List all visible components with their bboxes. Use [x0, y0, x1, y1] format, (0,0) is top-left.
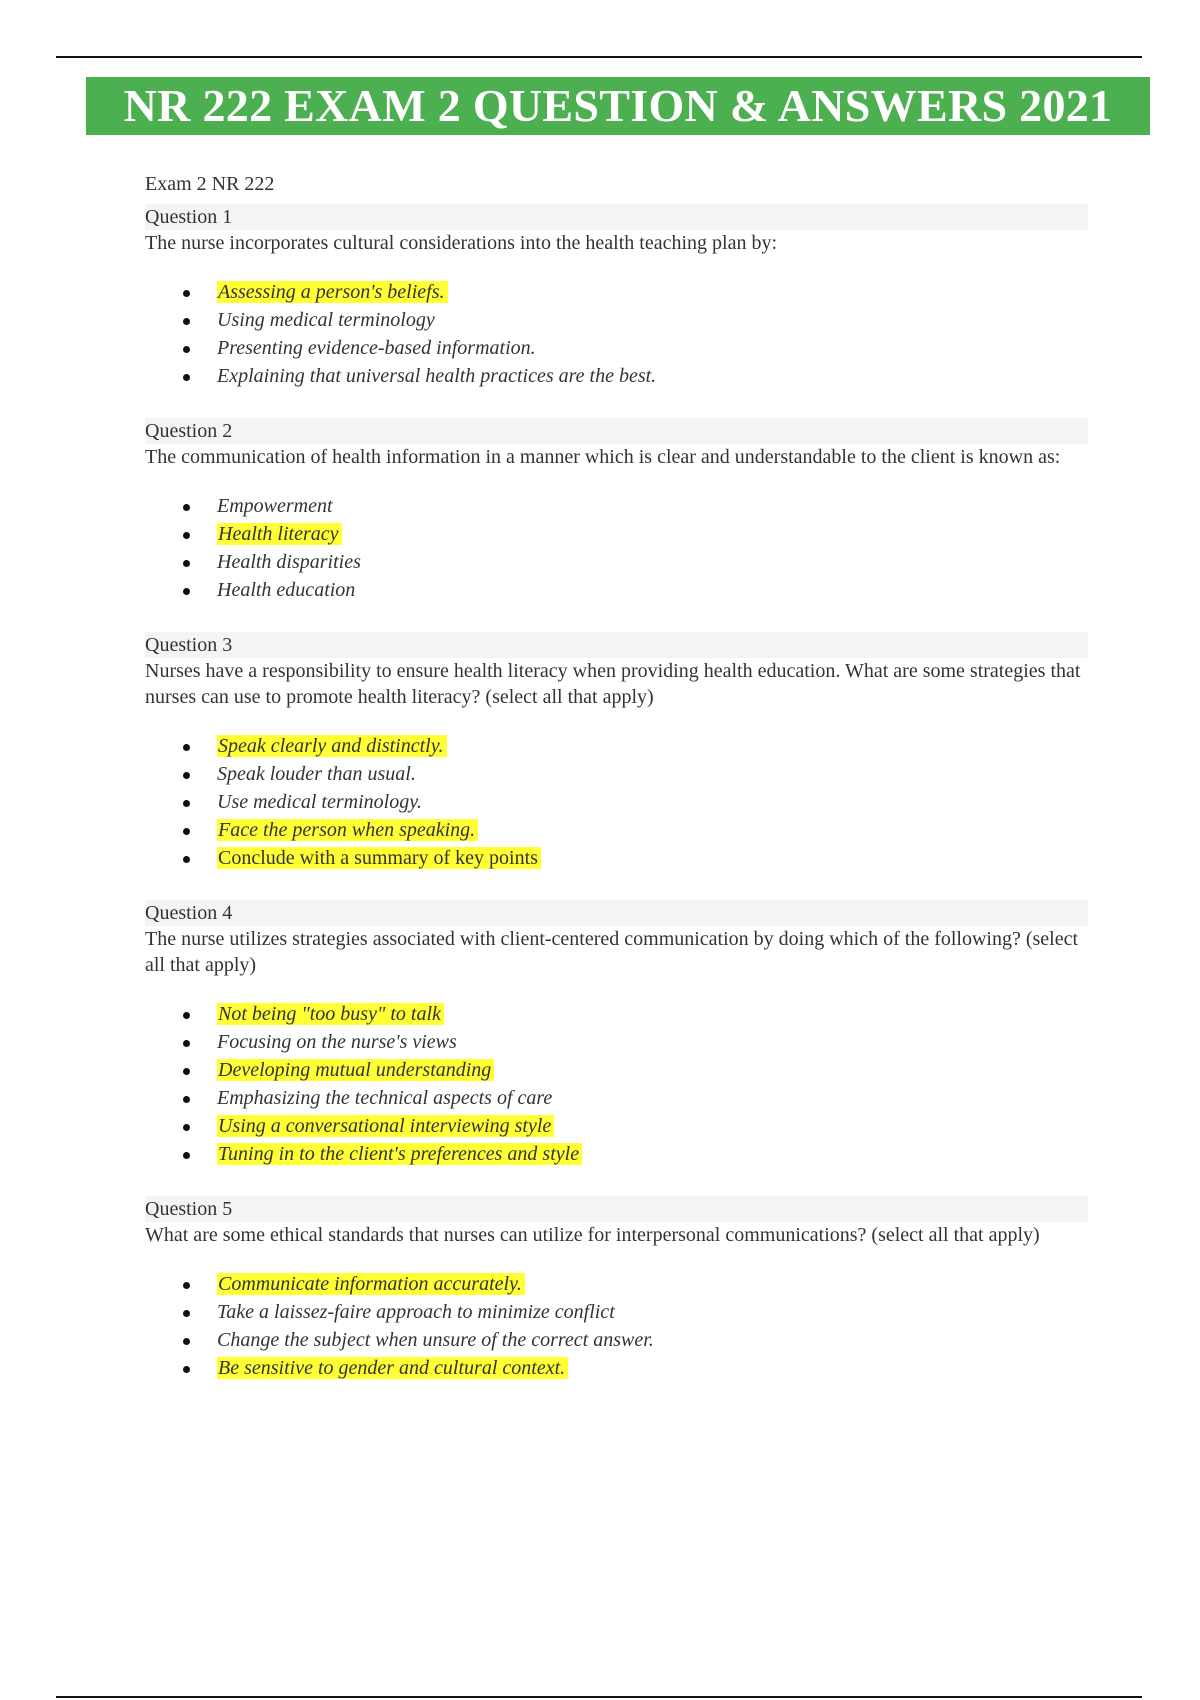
answer-option	[217, 520, 1088, 548]
question-text: The nurse utilizes strategies associated with client-centered communication by doing which of the following? (select all that apply)	[145, 928, 1079, 976]
answer-text: Emphasizing the technical aspects of care	[217, 1087, 553, 1109]
question-text: Nurses have a responsibility to ensure health literacy when providing health education. What are some strategies that nurses can use to promote health literacy? (select all that apply)	[145, 660, 1081, 708]
answer-text-highlighted: Speak clearly and distinctly.	[217, 735, 447, 757]
answer-text: Focusing on the nurse's views	[217, 1031, 457, 1053]
answer-option	[217, 306, 1088, 334]
answer-text: Health education	[217, 579, 356, 601]
answer-list	[145, 732, 1088, 872]
answer-option	[217, 788, 1088, 816]
question-label: Question 5	[145, 1196, 1088, 1222]
answer-text-highlighted: Assessing a person's beliefs.	[217, 281, 448, 303]
question-label: Question 4	[145, 900, 1088, 926]
bottom-rule	[56, 1696, 1142, 1698]
answer-text-highlighted: Not being "too busy" to talk	[217, 1003, 444, 1025]
answer-option	[217, 548, 1088, 576]
answer-option	[217, 278, 1088, 306]
answer-option	[217, 1056, 1088, 1084]
answer-option	[217, 732, 1088, 760]
answer-option	[217, 1354, 1088, 1382]
answer-text: Use medical terminology.	[217, 791, 422, 813]
answer-text-highlighted: Tuning in to the client's preferences and style	[217, 1143, 582, 1165]
answer-text-highlighted: Health literacy	[217, 523, 342, 545]
answer-option	[217, 816, 1088, 844]
answer-option	[217, 492, 1088, 520]
question-text: What are some ethical standards that nurses can utilize for interpersonal communications? (select all that apply)	[145, 1224, 1040, 1246]
answer-text-highlighted: Communicate information accurately.	[217, 1273, 525, 1295]
answer-text-highlighted: Face the person when speaking.	[217, 819, 478, 841]
answer-text: Empowerment	[217, 495, 333, 517]
answer-text: Health disparities	[217, 551, 361, 573]
answer-option	[217, 1140, 1088, 1168]
title-banner	[86, 77, 1150, 135]
answer-text-highlighted: Be sensitive to gender and cultural context.	[217, 1357, 568, 1379]
answer-option	[217, 760, 1088, 788]
answer-text: Take a laissez-faire approach to minimize conflict	[217, 1301, 615, 1323]
answer-option	[217, 844, 1088, 872]
answer-option	[217, 1270, 1088, 1298]
answer-option	[217, 1084, 1088, 1112]
question-label: Question 3	[145, 632, 1088, 658]
document-body	[145, 170, 1088, 1382]
answer-option	[217, 1298, 1088, 1326]
document-title: NR 222 EXAM 2 QUESTION & ANSWERS 2021	[123, 80, 1113, 131]
answer-text-highlighted: Developing mutual understanding	[217, 1059, 494, 1081]
answer-text: Speak louder than usual.	[217, 763, 416, 785]
question-label: Question 1	[145, 204, 1088, 230]
answer-option	[217, 362, 1088, 390]
question-1	[145, 204, 1088, 390]
question-text: The communication of health information in a manner which is clear and understandable to the client is known as:	[145, 446, 1061, 468]
answer-text: Presenting evidence-based information.	[217, 337, 536, 359]
top-rule	[56, 56, 1142, 58]
answer-option	[217, 1028, 1088, 1056]
answer-list	[145, 492, 1088, 604]
answer-list	[145, 1000, 1088, 1168]
question-4	[145, 900, 1088, 1168]
answer-text-highlighted: Using a conversational interviewing style	[217, 1115, 554, 1137]
answer-text: Using medical terminology	[217, 309, 435, 331]
answer-text: Change the subject when unsure of the correct answer.	[217, 1329, 654, 1351]
question-3	[145, 632, 1088, 872]
answer-list	[145, 278, 1088, 390]
doc-subtitle: Exam 2 NR 222	[145, 173, 275, 195]
question-label: Question 2	[145, 418, 1088, 444]
answer-text: Explaining that universal health practices are the best.	[217, 365, 657, 387]
answer-option	[217, 1000, 1088, 1028]
answer-option	[217, 334, 1088, 362]
answer-option	[217, 1112, 1088, 1140]
answer-option	[217, 1326, 1088, 1354]
question-2	[145, 418, 1088, 604]
answer-text-highlighted: Conclude with a summary of key points	[217, 847, 541, 869]
question-5	[145, 1196, 1088, 1382]
answer-list	[145, 1270, 1088, 1382]
question-text: The nurse incorporates cultural considerations into the health teaching plan by:	[145, 232, 778, 254]
answer-option	[217, 576, 1088, 604]
